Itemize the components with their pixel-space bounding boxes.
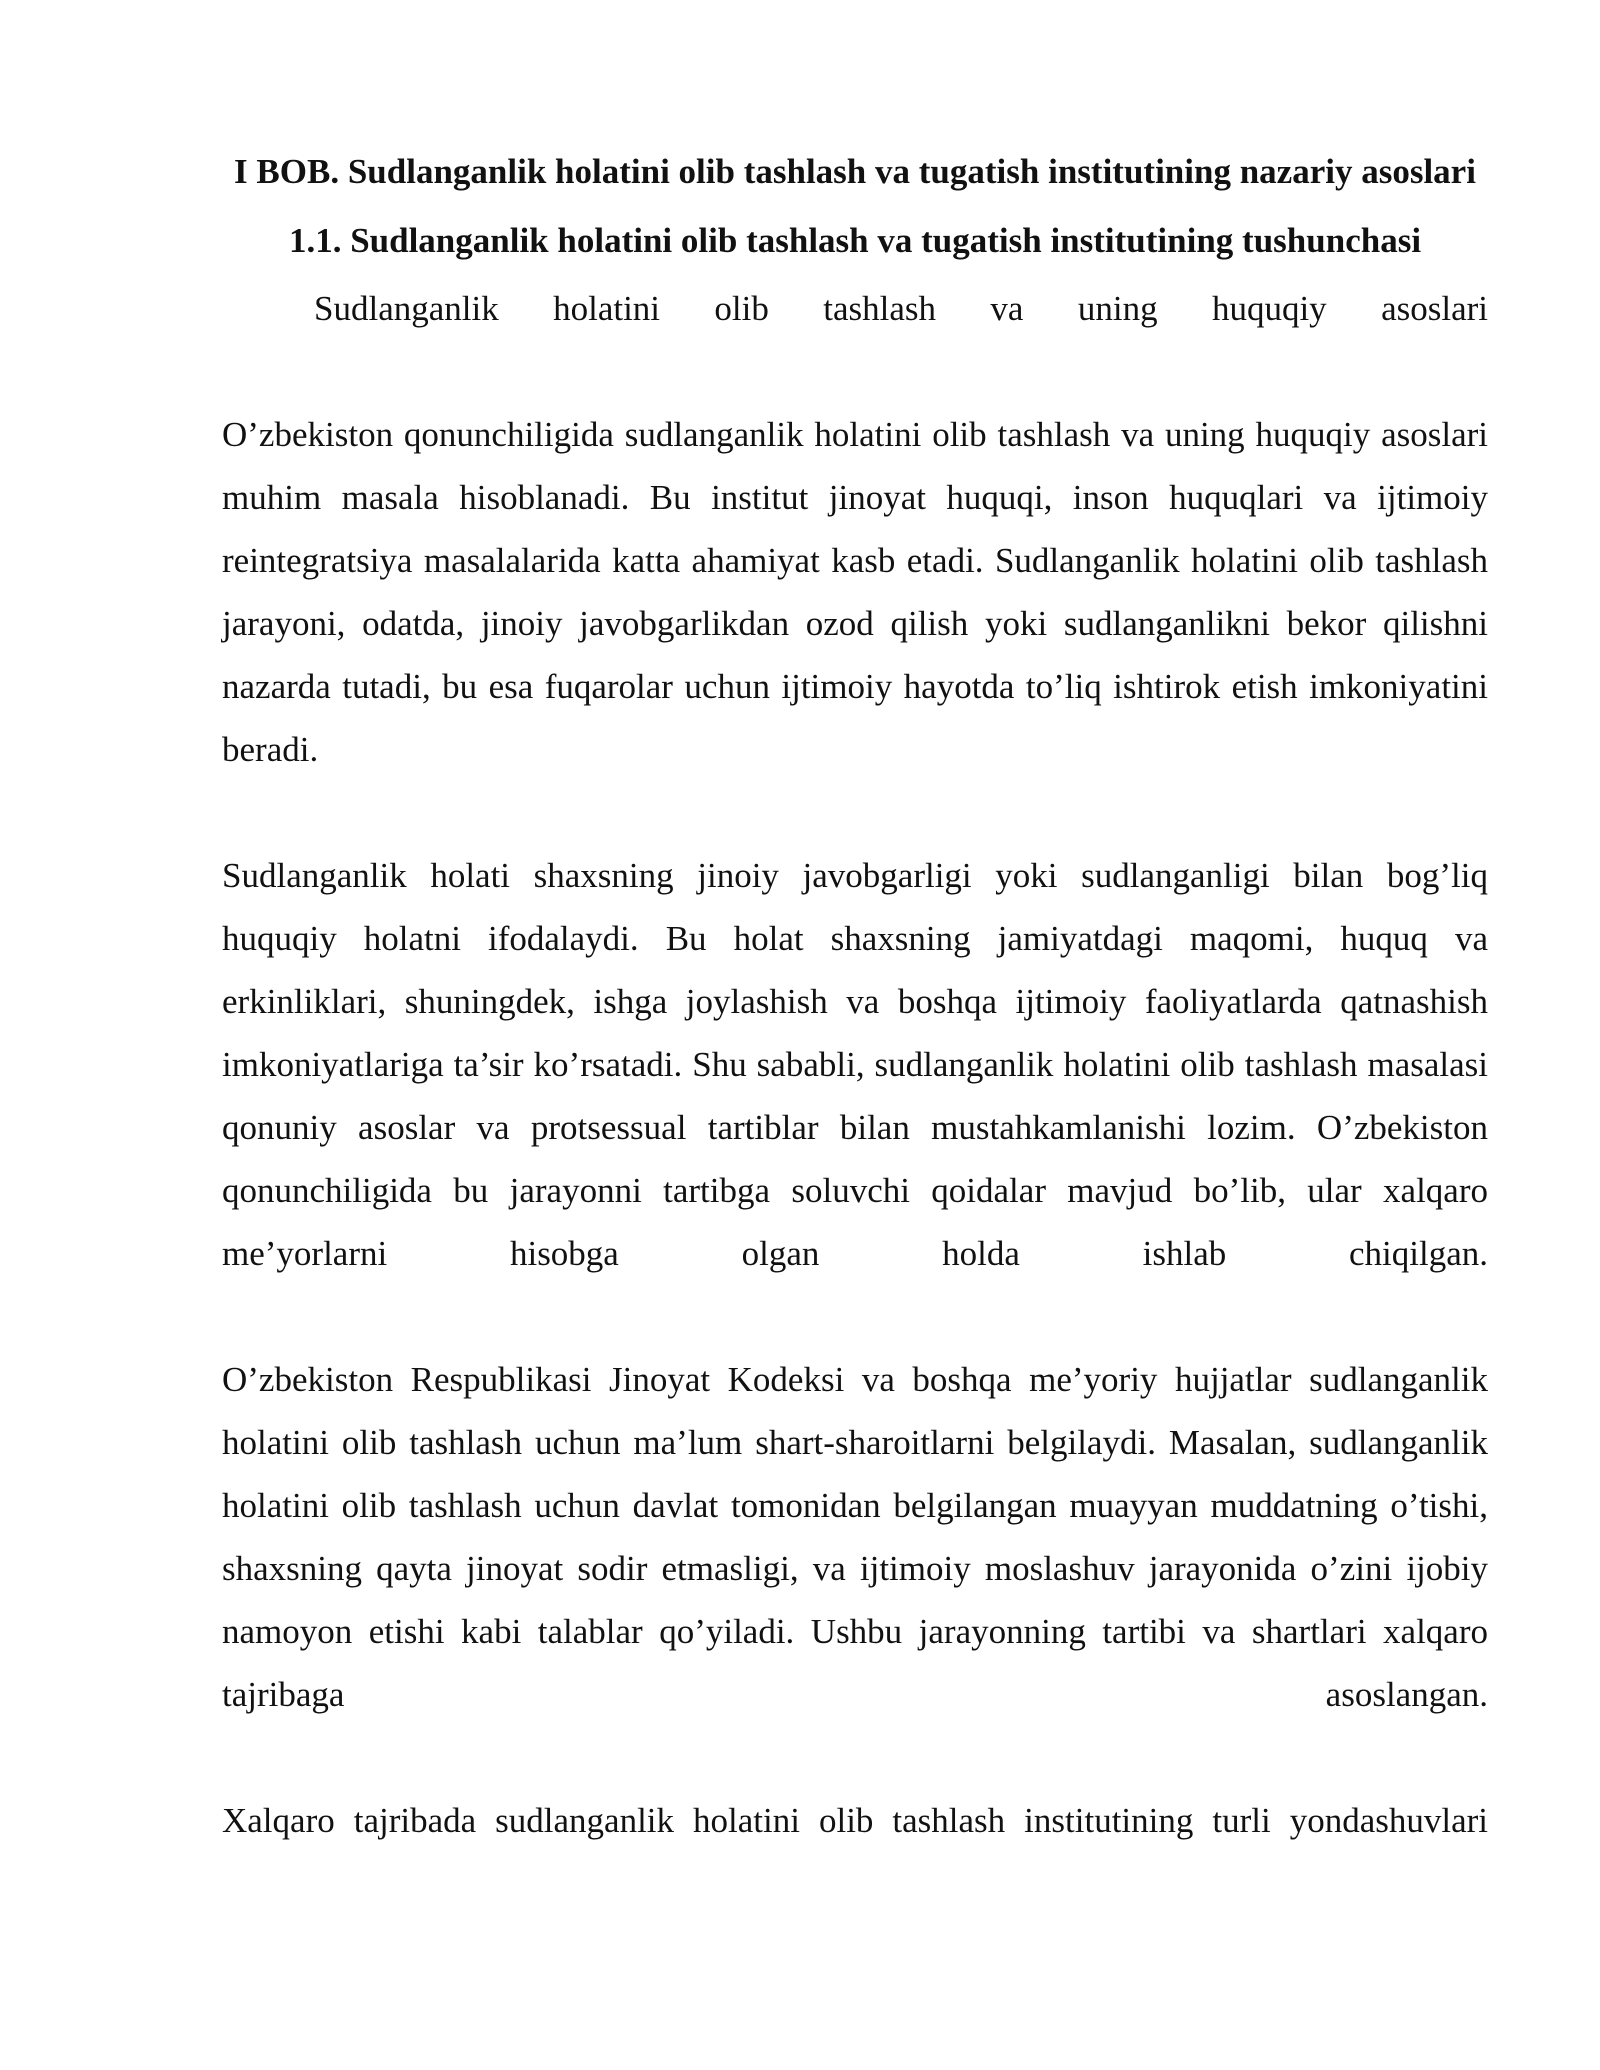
section-title: 1.1. Sudlanganlik holatini olib tashlash va tugatish institutining tushunchasi <box>288 221 1422 260</box>
body-paragraph: Xalqaro tajribada sudlanganlik holatini olib tashlash institutining turli yondashuvlari <box>222 1801 1488 1840</box>
body-paragraph: O’zbekiston qonunchiligida sudlanganlik holatini olib tashlash va uning huquqiy asoslari muhim masala hisoblanadi. Bu institut jinoyat huquqi, inson huquqlari va ijtimoiy reintegratsiya masalalarida katta ahamiyat kasb etadi. Sudlanganlik holatini olib tashlash jarayoni, odatda, jinoiy javobgarlikdan ozod qilish yoki sudlanganlikni bekor qilishni nazarda tutadi, bu esa fuqarolar uchun ijtimoiy hayotda to’liq ishtirok etish imkoniyatini beradi. <box>222 415 1488 769</box>
document-body <box>222 148 1488 1852</box>
chapter-title: I BOB. Sudlanganlik holatini olib tashlash va tugatish institutining nazariy asoslari <box>234 152 1476 191</box>
body-paragraph: Sudlanganlik holati shaxsning jinoiy javobgarligi yoki sudlanganligi bilan bog’liq huquqiy holatni ifodalaydi. Bu holat shaxsning jamiyatdagi maqomi, huquq va erkinliklari, shuningdek, ishga joylashish va boshqa ijtimoiy faoliyatlarda qatnashish imkoniyatlariga ta’sir ko’rsatadi. Shu sababli, sudlanganlik holatini olib tashlash masalasi qonuniy asoslar va protsessual tartiblar bilan mustahkamlanishi lozim. O’zbekiston qonunchiligida bu jarayonni tartibga soluvchi qoidalar mavjud bo’lib, ular xalqaro me’yorlarni hisobga olgan holda ishlab chiqilgan. <box>222 856 1488 1273</box>
subheading: Sudlanganlik holatini olib tashlash va uning huquqiy asoslari <box>314 289 1488 328</box>
body-paragraph: O’zbekiston Respublikasi Jinoyat Kodeksi va boshqa me’yoriy hujjatlar sudlanganlik holatini olib tashlash uchun ma’lum shart-sharoitlarni belgilaydi. Masalan, sudlanganlik holatini olib tashlash uchun davlat tomonidan belgilangan muayyan muddatning o’tishi, shaxsning qayta jinoyat sodir etmasligi, va ijtimoiy moslashuv jarayonida o’zini ijobiy namoyon etishi kabi talablar qo’yiladi. Ushbu jarayonning tartibi va shartlari xalqaro tajribaga asoslangan. <box>222 1360 1488 1714</box>
